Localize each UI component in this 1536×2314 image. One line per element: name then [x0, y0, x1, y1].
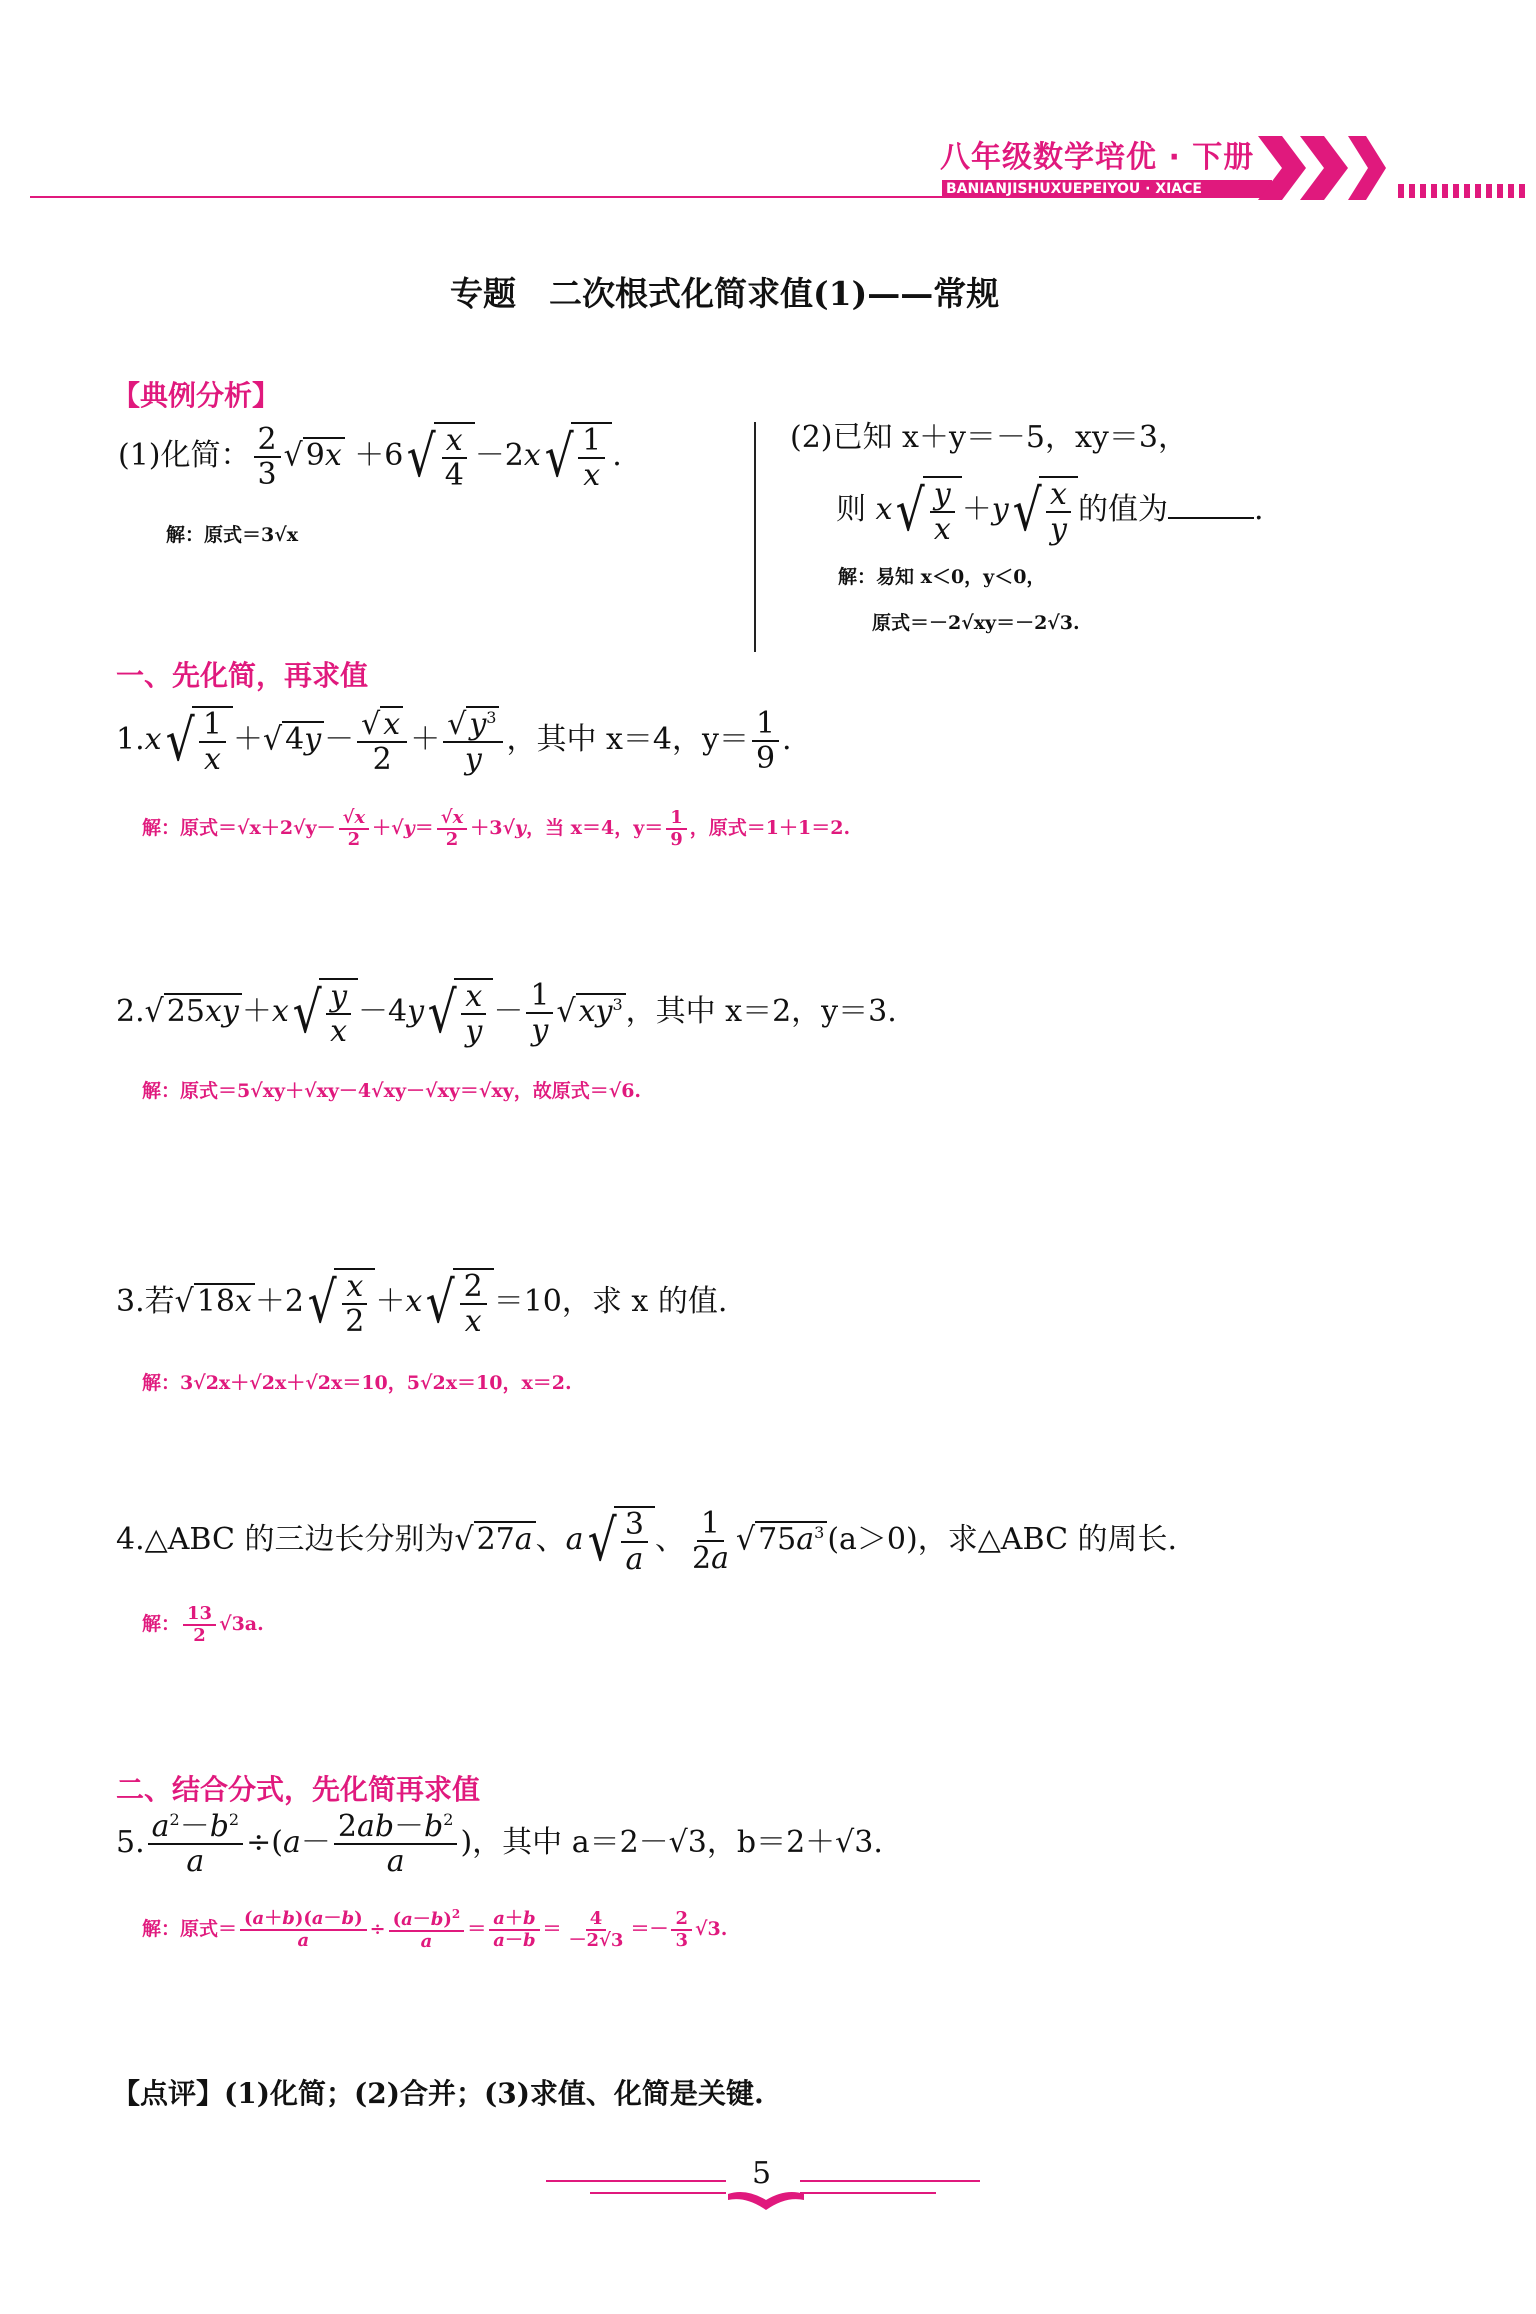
page-number: 5	[752, 2156, 772, 2191]
question-2-solution: 解：原式＝5√xy＋√xy－4√xy－√xy＝√xy，故原式＝√6.	[142, 1080, 642, 1102]
question-2-condition: ，其中 x＝2，y＝3.	[625, 994, 897, 1029]
header-bar	[0, 0, 1536, 210]
question-4-solution-suffix: √3a.	[219, 1612, 264, 1635]
question-4-solution: 解： $\frac{13}{2}$ √3a.	[142, 1603, 264, 1646]
example-1-prefix: (1)化简：	[118, 438, 251, 473]
header-pinyin: BANIANJISHUXUEPEIYOU · XIACE	[942, 180, 1272, 198]
example-1-solution: 解：原式＝3√x	[166, 524, 299, 546]
question-4: 4.△ABC 的三边长分别为√ 27a 、a√ $\frac{3}{a}$ 、 $\frac{1}{2a}$ √ $75a^3$ (a＞0)，求△ABC 的周长.	[116, 1506, 1178, 1577]
question-5-condition: ，其中 a＝2－√3，b＝2＋√3.	[472, 1825, 883, 1860]
question-1-solution-a: 解：原式＝√x＋2√y－	[142, 816, 336, 839]
book-icon	[726, 2190, 806, 2212]
comment: 【点评】(1)化简；(2)合并；(3)求值、化简是关键.	[112, 2077, 764, 2110]
question-1-number: 1.	[116, 722, 145, 757]
question-5-solution: 解：原式＝ $\frac{(a+b)(a-b)}{a}$ ÷ $\frac{(a-b)^2}{a}$ ＝ $\frac{a+b}{a-b}$ ＝ $\frac{4}{-2√3}$ ＝－ $\frac{2}{3}$ √3.	[142, 1907, 728, 1952]
example-problem-2: 则 x√ $\frac{y}{x}$ ＋y√ $\frac{x}{y}$ 的值为 .	[836, 477, 1264, 547]
example-2-suffix: 的值为	[1077, 492, 1168, 527]
example-2-prefix: 则	[836, 492, 866, 527]
question-3: 3.若√ 18x ＋2√ $\frac{x}{2}$ ＋x√ $\frac{2}{x}$ ＝10，求 x 的值.	[116, 1269, 728, 1339]
example-problem-1: (1)化简： $\frac{2}{3}$ √ 9x ＋6√ $\frac{x}{4}$ －2x√ $\frac{1}{x}$ .	[118, 422, 622, 493]
example-2-solution-2: 原式＝－2√xy＝－2√3.	[872, 612, 1080, 634]
question-3-solution: 解：3√2x＋√2x＋√2x＝10，5√2x＝10，x＝2.	[142, 1372, 572, 1394]
question-1: 1.x√ $\frac{1}{x}$ ＋√ 4y － $\frac{√ x}{2}$ ＋ $\frac{√ y^3}{y}$ ，其中 x＝4，y＝ $\frac{1}{9}$ .	[116, 706, 792, 777]
question-3-condition: ＝10，求 x 的值.	[493, 1284, 728, 1319]
footer-rule-right	[800, 2180, 980, 2182]
example-divider	[754, 422, 756, 652]
question-2-number: 2.	[116, 994, 145, 1029]
question-1-solution-b: ，当 x＝4，y＝	[526, 816, 664, 839]
question-4-number: 4.△ABC 的三边长分别为	[116, 1522, 455, 1557]
page-title: 专题 二次根式化简求值(1)——常规	[450, 274, 1000, 313]
example-2-line-1: (2)已知 x＋y＝－5，xy＝3，	[790, 420, 1188, 455]
footer-rule-right-2	[800, 2192, 936, 2194]
footer-rule-left	[546, 2180, 726, 2182]
question-1-solution-c: ，原式＝1＋1＝2.	[689, 816, 851, 839]
header-title: 八年级数学培优 · 下册	[940, 140, 1255, 175]
question-2: 2.√ 25xy ＋x√ $\frac{y}{x}$ －4y√ $\frac{x}{y}$ － $\frac{1}{y}$ √ $xy^3$ ，其中 x＝2，y＝3.	[116, 978, 897, 1049]
question-4-solution-prefix: 解：	[142, 1612, 181, 1635]
question-5: 5. $\frac{a^2-b^2}{a}$ ÷(a－ $\frac{2ab-b^2}{a}$ )，其中 a＝2－√3，b＝2＋√3.	[116, 1809, 883, 1879]
section-2-heading: 二、结合分式，先化简再求值	[116, 1773, 481, 1806]
example-2-solution-1: 解：易知 x＜0，y＜0，	[838, 566, 1046, 588]
section-1-heading: 一、先化简，再求值	[116, 659, 369, 692]
question-5-solution-prefix: 解：原式＝	[142, 1917, 238, 1940]
question-1-solution: 解：原式＝√x＋2√y－ $\frac{√x}{2}$ ＋√y＝ $\frac{√x}{2}$ ＋3√y，当 x＝4，y＝ $\frac{1}{9}$ ，原式＝1＋1＝2.	[142, 807, 851, 850]
example-label: 【典例分析】	[112, 379, 281, 412]
question-1-condition: ，其中 x＝4，y＝	[506, 722, 749, 757]
header-stripes	[1398, 184, 1528, 198]
footer-rule-left-2	[590, 2192, 726, 2194]
question-5-number: 5.	[116, 1825, 145, 1860]
chevron-arrows-icon	[1258, 132, 1418, 204]
question-3-number: 3.若	[116, 1284, 175, 1319]
question-4-condition: (a＞0)，求△ABC 的周长.	[827, 1522, 1178, 1557]
